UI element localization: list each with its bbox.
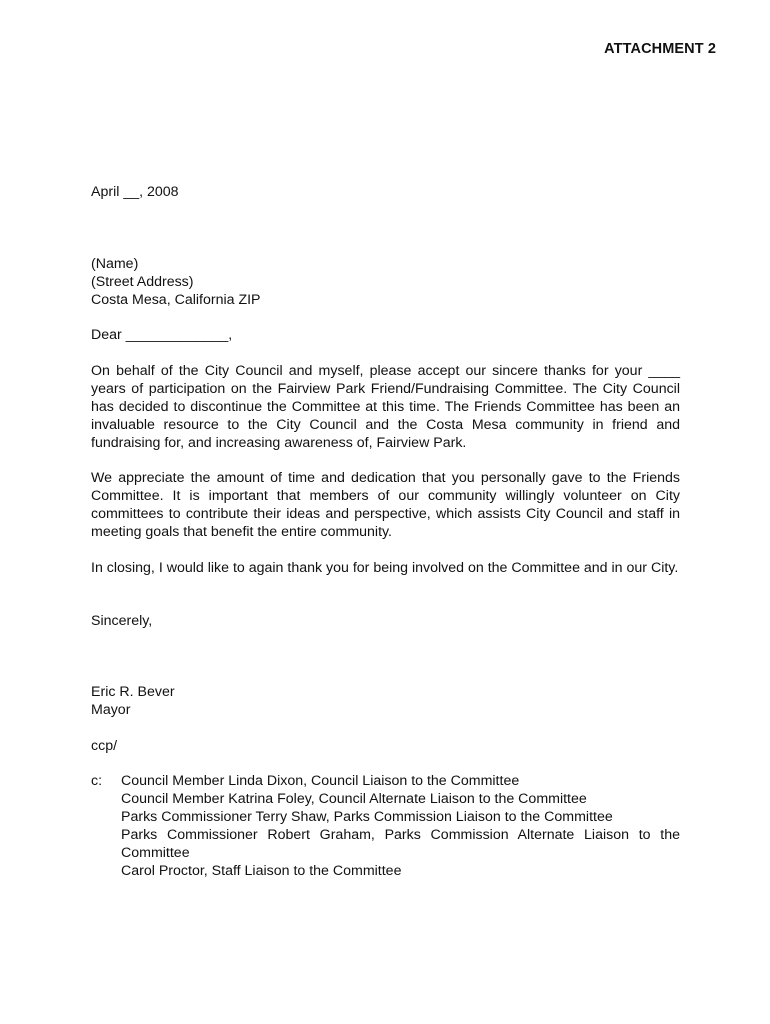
address-street: (Street Address) — [91, 274, 194, 290]
copy-recipient: Parks Commissioner Terry Shaw, Parks Commission Liaison to the Committee — [121, 809, 613, 825]
recipient-address — [91, 255, 680, 309]
body-paragraph-1: On behalf of the City Council and myself, please accept our sincere thanks for your ____ years of participation on the Fairview Park Friend/Fundraising Committee. The City Council has decided to discontinue the Committee at this time. The Friends Committee has been an invaluable resource to the City Council and the Costa Mesa community in friend and fundraising for, and increasing awareness of, Fairview Park. — [91, 363, 680, 451]
copy-recipient: Carol Proctor, Staff Liaison to the Committee — [121, 863, 402, 879]
address-city: Costa Mesa, California ZIP — [91, 292, 261, 308]
salutation: Dear _____________, — [91, 327, 233, 343]
copy-recipient: Council Member Linda Dixon, Council Liaison to the Committee — [121, 773, 520, 789]
letter-date: April __, 2008 — [91, 184, 179, 200]
address-name: (Name) — [91, 256, 139, 272]
copy-label: c: — [91, 773, 103, 789]
signer-name: Eric R. Bever — [91, 684, 175, 700]
copy-recipient: Parks Commissioner Robert Graham, Parks Commission Alternate Liaison to the — [121, 827, 680, 843]
closing: Sincerely, — [91, 613, 153, 629]
attachment-label: ATTACHMENT 2 — [604, 41, 716, 57]
body-paragraph-3: In closing, I would like to again thank you for being involved on the Committee and in our City. — [91, 560, 679, 576]
copy-recipient: Committee — [121, 845, 190, 861]
signature-block — [91, 683, 680, 719]
copy-recipients — [121, 772, 680, 880]
body-paragraph-2: We appreciate the amount of time and dedication that you personally gave to the Friends Committee. It is important that members of our community willingly volunteer on City committees to contribute their ideas and perspective, which assists City Council and staff in meeting goals that benefit the entire community. — [91, 470, 680, 540]
copy-recipient: Council Member Katrina Foley, Council Alternate Liaison to the Committee — [121, 791, 587, 807]
typist-initials: ccp/ — [91, 738, 118, 754]
signer-title: Mayor — [91, 702, 131, 718]
